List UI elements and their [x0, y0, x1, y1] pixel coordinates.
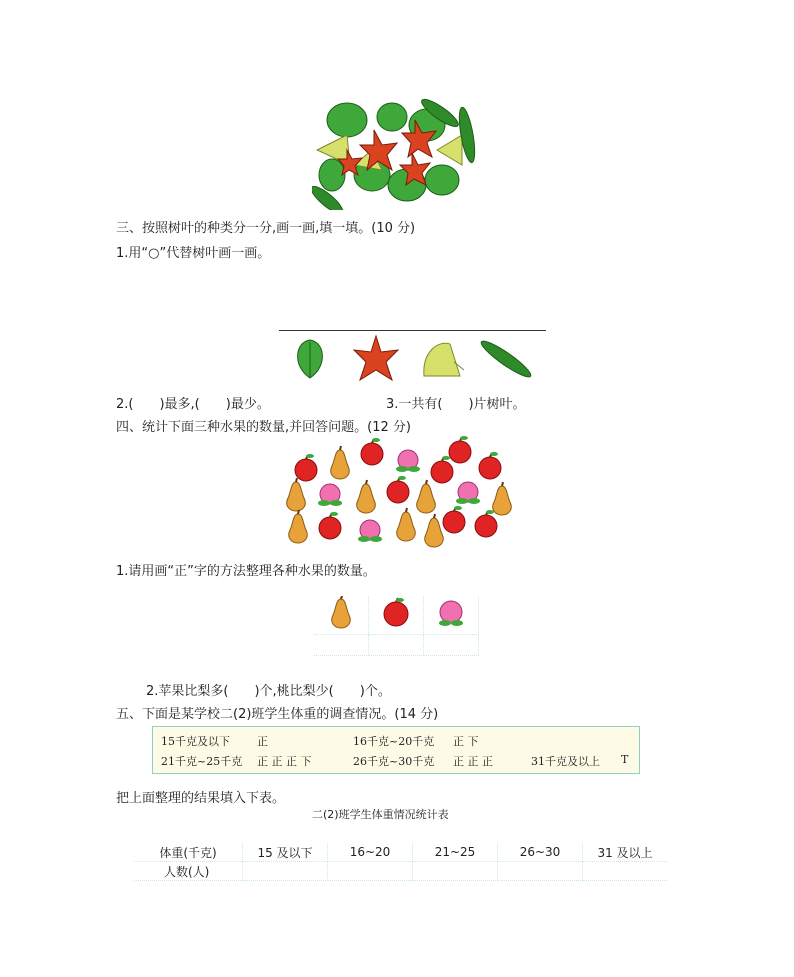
ginkgo-leaf-icon: [420, 338, 466, 382]
question-3-2: 2.( )最多,( )最少。: [116, 397, 270, 412]
answer-cell[interactable]: [328, 862, 413, 881]
question-4-1: 1.请用画“正”字的方法整理各种水果的数量。: [116, 564, 376, 579]
section-3-title: 三、按照树叶的种类分一分,画一画,填一填。(10 分): [116, 221, 416, 236]
survey-tally: T: [621, 753, 629, 766]
pear-icon: [289, 510, 308, 543]
peach-icon: [456, 482, 480, 504]
peach-icon: [396, 450, 420, 472]
pear-icon: [357, 480, 376, 513]
row-label: 人数(人): [134, 862, 243, 881]
question-3-3: 3.一共有( )片树叶。: [386, 397, 526, 412]
apple-icon: [479, 452, 501, 479]
tally-cell-peach: [424, 596, 479, 635]
pear-icon: [287, 478, 306, 511]
survey-label: 21千克~25千克: [161, 755, 243, 768]
table-header-cell: 16~20: [328, 843, 413, 862]
weight-statistics-table: [134, 843, 667, 881]
maple-leaf-icon: [352, 334, 400, 384]
table-header-row: [134, 843, 667, 862]
answer-cell[interactable]: [243, 862, 328, 881]
instruction-text: 把上面整理的结果填入下表。: [116, 791, 286, 806]
tally-answer-pear[interactable]: [314, 635, 369, 656]
table-header-cell: 15 及以下: [243, 843, 328, 862]
answer-cell[interactable]: [583, 862, 668, 881]
table-header-cell: 体重(千克): [134, 843, 243, 862]
survey-label: 31千克及以上: [531, 755, 600, 768]
apple-icon: [387, 476, 409, 503]
pear-icon: [417, 480, 436, 513]
pear-icon: [326, 596, 356, 630]
table-header-cell: 26~30: [498, 843, 583, 862]
peach-icon: [436, 596, 466, 630]
peach-icon: [358, 520, 382, 542]
survey-label: 15千克及以下: [161, 735, 230, 748]
table-row: [134, 862, 667, 881]
table-header-cell: 31 及以上: [583, 843, 668, 862]
answer-cell[interactable]: [413, 862, 498, 881]
heart-leaf-icon: [290, 336, 330, 382]
tally-answer-apple[interactable]: [369, 635, 424, 656]
pear-icon: [397, 508, 416, 541]
long-leaf-icon: [476, 334, 538, 384]
peach-icon: [318, 484, 342, 506]
apple-icon: [361, 438, 383, 465]
tally-cell-apple: [369, 596, 424, 635]
section-4-title: 四、统计下面三种水果的数量,并回答问题。(12 分): [116, 420, 411, 435]
drawing-baseline: [279, 330, 546, 331]
fruit-tally-table: [314, 596, 479, 656]
survey-tally: 正: [257, 735, 268, 748]
table-header-cell: 21~25: [413, 843, 498, 862]
apple-icon: [431, 456, 453, 483]
table-title: 二(2)班学生体重情况统计表: [312, 808, 449, 821]
tally-cell-pear: [314, 596, 369, 635]
apple-icon: [475, 510, 497, 537]
apple-icon: [319, 512, 341, 539]
survey-tally: 正 正 正 下: [257, 755, 312, 768]
pear-icon: [493, 482, 512, 515]
survey-tally: 正 下: [453, 735, 479, 748]
section-5-title: 五、下面是某学校二(2)班学生体重的调查情况。(14 分): [116, 707, 439, 722]
survey-box: [152, 726, 640, 774]
survey-label: 26千克~30千克: [353, 755, 435, 768]
answer-cell[interactable]: [498, 862, 583, 881]
apple-icon: [295, 454, 317, 481]
survey-label: 16千克~20千克: [353, 735, 435, 748]
question-3-1: 1.用“○”代替树叶画一画。: [116, 246, 271, 261]
apple-icon: [381, 596, 411, 630]
apple-icon: [443, 506, 465, 533]
pear-icon: [331, 446, 350, 479]
apple-icon: [449, 436, 471, 463]
fruit-pile-illustration: [280, 436, 520, 552]
tally-answer-peach[interactable]: [424, 635, 479, 656]
question-4-2: 2.苹果比梨多( )个,桃比梨少( )个。: [146, 684, 391, 699]
survey-tally: 正 正 正: [453, 755, 493, 768]
leaf-cluster-illustration: [312, 95, 482, 210]
pear-icon: [425, 514, 444, 547]
